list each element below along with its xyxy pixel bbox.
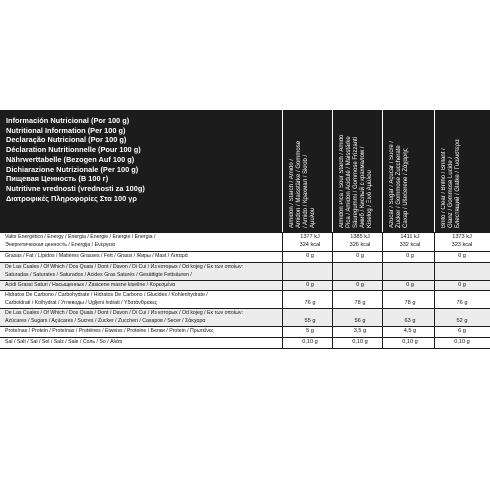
header-title-lines xyxy=(6,116,271,203)
nutrient-label: Proteínas / Protein / Proteínas / Protéines / Eiweiss / Proteine / Белки / Protein / Πρωτεΐνες xyxy=(5,328,214,334)
nutrient-value: 56 g xyxy=(354,317,366,324)
nutrient-value: 0 g xyxy=(458,282,466,288)
nutrient-value: 0,10 g xyxy=(402,339,418,345)
nutrient-label: Sal / Salt / Sal / Sel / Salz / Sale / Соль / So / Αλάτι xyxy=(5,339,123,345)
column-heading-line: Säuregummi / Gommose Frizzanti xyxy=(353,136,359,228)
nutrient-row xyxy=(0,251,490,262)
column-heading-line: Сахар / Ušećerene / Ζάχαρης xyxy=(403,148,409,228)
nutrient-value: 0,10 g xyxy=(454,339,470,345)
column-heading-line: Brillo / Clear / Brilho / Brillant / xyxy=(441,148,447,228)
column-heading-line: Almidón / Starch / Amido / xyxy=(289,158,295,228)
column-heading-line: Zucker / Gommose Zuccherate xyxy=(396,145,402,228)
column-divider xyxy=(382,110,383,232)
nutrient-value: 0 g xyxy=(356,282,364,288)
nutrient-value: 1411 kJ xyxy=(400,234,420,240)
nutrient-value: 326 kcal xyxy=(349,241,371,248)
nutrient-label: De Las Cuales / Of Which / Dos Quais / Dont / Davon / Di Cui / Из которых / Od kojeg / Εκ των οποίων: xyxy=(5,310,244,316)
nutrient-value: 1385 kJ xyxy=(350,234,370,240)
column-heading-text xyxy=(441,110,462,228)
column-heading-line: Azúcar / Sugar / Açúcar / Sucre / xyxy=(389,140,395,228)
nutrient-value: 1373 kJ xyxy=(452,234,472,240)
column-heading-line: / Amido / Крахмал / Skrob / xyxy=(303,154,309,228)
column-heading-text xyxy=(289,110,317,228)
nutrient-value: 0 g xyxy=(406,253,414,259)
header-line: Διατροφικές Πληροφορίες Στα 100 γρ xyxy=(6,193,137,203)
column-heading-line: Pica / Amidon Acidulé / Maisstärke xyxy=(346,136,352,228)
nutrient-label: Acidi Grassi Saturi / Насыщенных / Zasicene masne kiseline / Κορεσμένα xyxy=(5,282,176,288)
nutrient-value: 0 g xyxy=(458,253,466,259)
column-heading-line: Almidón Pica / Sour Starch / Amido xyxy=(339,134,345,228)
nutrient-label: Grasas / Fat / Lípidos / Matières Grasses / Fett / Grassi / Жиры / Mast / Λιπαρά xyxy=(5,253,188,259)
column-divider xyxy=(332,232,333,348)
header-line: Пищевая Ценность (В 100 г) xyxy=(6,174,109,184)
nutrient-label: Valor Energético / Energy / Energia / Énergie / Energie / Energia / xyxy=(5,234,156,240)
nutrient-value: 323 kcal xyxy=(451,241,473,248)
header-line: Déclaration Nutritionnelle (Pour 100 g) xyxy=(6,145,141,155)
nutrient-value: 78 g xyxy=(404,299,416,306)
nutrient-row xyxy=(0,232,490,251)
nutrient-value: 4,5 g xyxy=(403,328,417,334)
header-line: Nährwerttabelle (Bezogen Auf 100 g) xyxy=(6,154,135,164)
nutrient-value: 324 kcal xyxy=(299,241,321,248)
nutrient-value: 76 g xyxy=(456,299,468,306)
nutrient-value: 76 g xyxy=(304,299,316,306)
header-line: Dichiarazione Nutrizionale (Per 100 g) xyxy=(6,164,139,174)
nutrient-label: Carboidrati / Kolhydrat / Углеводы / Ugljeni hidrati / Υδατάνθρακες xyxy=(5,299,158,306)
column-heading-text xyxy=(339,110,374,228)
nutrition-header xyxy=(0,110,490,232)
header-line: Nutritional Information (Per 100 g) xyxy=(6,125,126,135)
nutrient-row xyxy=(0,308,490,326)
nutrient-label: De Las Cuales / Of Which / Dos Quais / Dont / Davon / Di Cui / Из которых / Od kojeg / Εκ των οποίων: xyxy=(5,264,244,270)
nutrient-value: 3,5 g xyxy=(353,328,367,334)
column-heading xyxy=(289,110,333,232)
column-heading-line: Glanz / Gommose Lucide / xyxy=(448,156,454,228)
nutrient-value: 1377 kJ xyxy=(300,234,320,240)
nutrition-table xyxy=(0,232,490,349)
column-heading xyxy=(441,110,485,232)
nutrient-value: 0,10 g xyxy=(352,339,368,345)
nutrient-label: Azúcares / Sugars / Açúcares / Sucres / Zucker / Zuccheri / Сахаров / Secer / Σάκχαρα xyxy=(5,317,206,324)
nutrient-value: 0 g xyxy=(406,282,414,288)
column-divider xyxy=(282,232,283,348)
nutrient-row xyxy=(0,337,490,348)
column-heading xyxy=(389,110,433,232)
nutrient-row xyxy=(0,290,490,308)
nutrient-value: 63 g xyxy=(404,317,416,324)
column-divider xyxy=(434,110,435,232)
nutrient-label: Энергетическая ценность / Energija / Ενέργεια xyxy=(5,241,115,248)
column-heading-text xyxy=(389,110,410,228)
nutrient-value: 0 g xyxy=(356,253,364,259)
header-line: Información Nutricional (Por 100 g) xyxy=(6,116,130,125)
header-line: Declaração Nutricional (Por 100 g) xyxy=(6,135,127,145)
nutrient-row xyxy=(0,262,490,280)
nutrient-value: 0 g xyxy=(306,253,314,259)
column-divider xyxy=(282,110,283,232)
column-heading-line: Kiselog / Ξινό Αμύλου xyxy=(367,170,373,228)
nutrient-value: 0 g xyxy=(306,282,314,288)
column-heading-line: Αμυλου xyxy=(310,207,316,228)
column-divider xyxy=(332,110,333,232)
nutrient-row xyxy=(0,280,490,290)
nutrient-value: 6 g xyxy=(458,328,466,334)
nutrient-label: Hidratos De Carbono / Carbohydrate / Hidratos De Carbono / Glucides / Kohlenhydrate / xyxy=(5,292,208,298)
nutrition-label xyxy=(0,110,490,380)
column-heading-line: Amidon / Maisstärke / Gommose xyxy=(296,140,302,228)
nutrient-value: 5 g xyxy=(306,328,314,334)
nutrient-value: 52 g xyxy=(456,317,468,324)
nutrient-row xyxy=(0,326,490,337)
nutrient-value: 55 g xyxy=(304,317,316,324)
nutrient-value: 0,10 g xyxy=(302,339,318,345)
column-heading xyxy=(339,110,383,232)
nutrient-label: Saturadas / Saturates / Saturados / Acides Gras Saturés / Gesättigte Fettsäuren / xyxy=(5,271,192,278)
header-line: Nutritivne vrednosti (vrednosti za 100g) xyxy=(6,183,145,193)
nutrient-value: 332 kcal xyxy=(399,241,421,248)
column-divider xyxy=(434,232,435,348)
column-heading-line: Амиб / Кислый с крахмалом / xyxy=(360,146,366,228)
nutrient-value: 78 g xyxy=(354,299,366,306)
column-heading-line: Блестящий / Glatke / Γυαλιστερα xyxy=(455,139,461,228)
column-divider xyxy=(382,232,383,348)
